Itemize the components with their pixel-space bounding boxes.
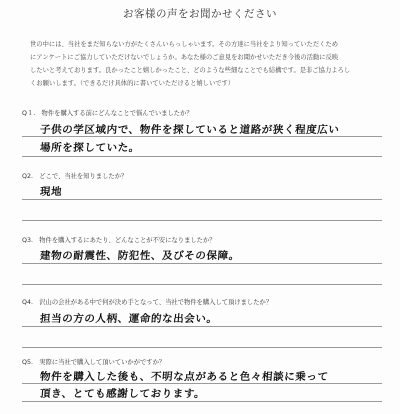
question-2-answer-line-1: 現地 [39,186,63,198]
question-4-answer-line-1: 担当の方の人柄、運命的な出会い。 [39,313,218,325]
intro-line: 世の中には、当社をまだ知らない方がたくさんいらっしゃいます。その方達に当社をより知っていただくため [30,41,339,48]
answer-rule [22,347,382,348]
question-1-answer-line-2: 場所を探していた。 [39,142,141,154]
answer-rule [22,383,382,384]
question-4-label: Q4. 沢山の会社がある中で何が決め手となって、当社で物件を購入して頂けましたか？ [22,299,273,306]
answer-rule [22,284,382,285]
question-5-answer-line-1: 物件を購入した後も、不明な点があると色々相談に乗って [39,371,329,383]
question-5-answer-line-2: 頂き、とても感謝しております。 [39,388,206,400]
answer-rule [22,199,382,200]
answer-rule [22,401,382,402]
intro-line: くお願いします。（できるだけ具体的に書いていただけると嬉しいです） [30,80,235,87]
form-title: お客様の声をお聞かせください [123,8,277,20]
question-3-label: Q3. 物件を購入するにあたり、どんなことが不安になりましたか？ [22,237,216,244]
question-1-label: Q１. 物件を購入する前にどんなことで悩んでいましたか？ [22,110,193,117]
answer-rule [22,326,382,327]
answer-rule [22,263,382,264]
question-3-answer-line-1: 建物の耐震性、防犯性、及びその保障。 [39,250,241,262]
answer-rule [22,136,382,137]
question-5-label: Q5. 実際に当社で購入して頂いていかがですか？ [22,359,166,366]
intro-line: したいと考えております。良かったこと嬉しかったこと、どのような些細なことでも結構です。是非ご協力よろし [30,67,351,74]
question-1-answer-line-1: 子供の学区域内で、物件を探していると道路が狭く程度広い [39,124,340,136]
form-intro [30,38,375,90]
answer-rule [22,156,382,157]
question-2-label: Q2. どこで、当社を知りましたか？ [22,173,128,180]
answer-rule [22,220,382,221]
intro-line: にアンケートにご協力していただけないでしょうか。あなた様のご意見をお聞かせいただき今後の活動に反映 [30,54,339,61]
